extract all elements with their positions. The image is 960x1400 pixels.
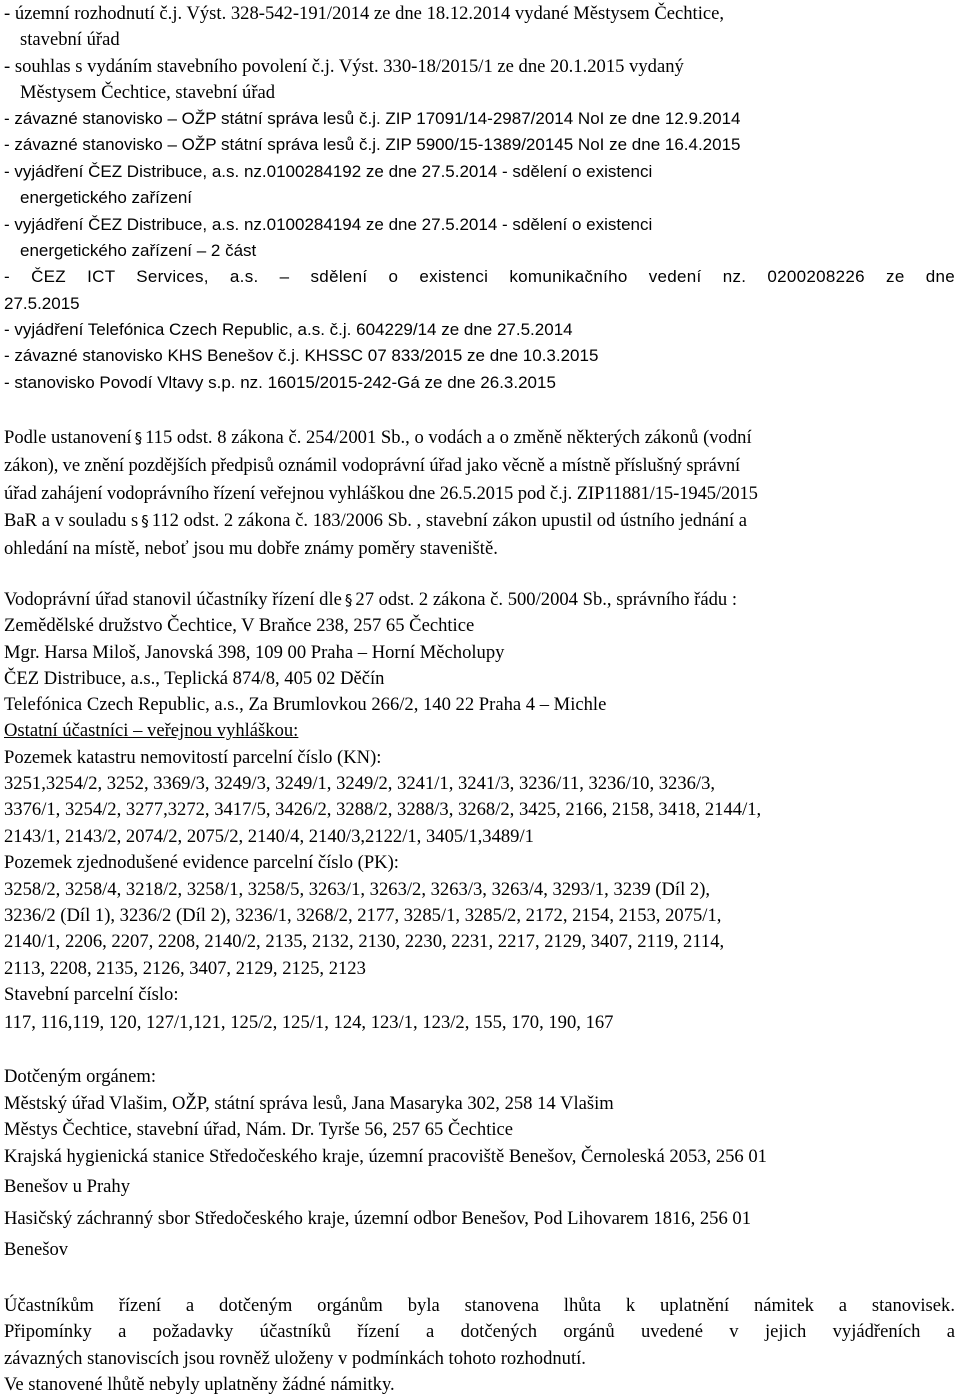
paragraph-line: BaR a v souladu s § 112 odst. 2 zákona č. 183/2006 Sb. , stavební zákon upustil od ústního jednání a bbox=[4, 510, 748, 531]
section-sign: § bbox=[141, 512, 149, 530]
authority: Krajská hygienická stanice Středočeského kraje, územní pracoviště Benešov, Černoleská 2053, 256 01 bbox=[4, 1146, 767, 1167]
authority: Hasičský záchranný sbor Středočeského kraje, územní odbor Benešov, Pod Lihovarem 1816, 256 01 bbox=[4, 1208, 752, 1229]
building-parcels-heading: Stavební parcelní číslo: bbox=[4, 984, 179, 1005]
paragraph-line: úřad zahájení vodoprávního řízení veřejnou vyhláškou dne 26.5.2015 pod č.j. ZIP11881/15-1945/2015 bbox=[4, 483, 758, 504]
paragraph-line: ohledání na místě, neboť jsou mu dobře známy poměry staveniště. bbox=[4, 538, 498, 559]
paragraph-line: závazných stanoviscích jsou rovněž uloženy v podmínkách tohoto rozhodnutí. bbox=[4, 1348, 586, 1369]
section-sign: § bbox=[344, 591, 353, 609]
kn-parcels-line: 2143/1, 2143/2, 2074/2, 2075/2, 2140/4, 2140/3,2122/1, 3405/1,3489/1 bbox=[4, 826, 534, 847]
pk-parcels-line: 3258/2, 3258/4, 3218/2, 3258/1, 3258/5, 3263/1, 3263/2, 3263/3, 3263/4, 3293/1, 3239 (Díl 2), bbox=[4, 879, 711, 900]
list-item-continuation: Městysem Čechtice, stavební úřad bbox=[20, 82, 276, 103]
list-item-continuation: 27.5.2015 bbox=[4, 294, 80, 313]
list-item: - vyjádření Telefónica Czech Republic, a.s. č.j. 604229/14 ze dne 27.5.2014 bbox=[4, 320, 573, 339]
paragraph-line: Podle ustanovení § 115 odst. 8 zákona č. 254/2001 Sb., o vodách a o změně některých zákonů (vodní bbox=[4, 427, 752, 448]
list-item: - stanovisko Povodí Vltavy s.p. nz. 16015/2015-242-Gá ze dne 26.3.2015 bbox=[4, 373, 556, 392]
authority-continuation: Benešov u Prahy bbox=[4, 1176, 131, 1197]
list-item: - souhlas s vydáním stavebního povolení č.j. Výst. 330-18/2015/1 ze dne 20.1.2015 vydaný bbox=[4, 56, 684, 77]
kn-parcels-line: 3376/1, 3254/2, 3277,3272, 3417/5, 3426/2, 3288/2, 3288/3, 3268/2, 3425, 2166, 2158, 3418, 2144/1, bbox=[4, 799, 762, 820]
pk-parcels-line: 2140/1, 2206, 2207, 2208, 2140/2, 2135, 2132, 2130, 2230, 2231, 2217, 2129, 3407, 2119, 2114, bbox=[4, 931, 725, 952]
list-item: - závazné stanovisko – OŽP státní správa lesů č.j. ZIP 17091/14-2987/2014 NoI ze dne 12.9.2014 bbox=[4, 109, 741, 128]
list-item: - územní rozhodnutí č.j. Výst. 328-542-191/2014 ze dne 18.12.2014 vydané Městysem Čechtice, bbox=[4, 3, 725, 24]
participant: Zemědělské družstvo Čechtice, V Braňce 238, 257 65 Čechtice bbox=[4, 615, 475, 636]
kn-parcels-line: 3251,3254/2, 3252, 3369/3, 3249/3, 3249/1, 3249/2, 3241/1, 3241/3, 3236/11, 3236/10, 3236/3, bbox=[4, 773, 716, 794]
list-item: - ČEZ ICT Services, a.s. – sdělení o existenci komunikačního vedení nz. 0200208226 ze dne bbox=[4, 267, 955, 286]
pk-parcels-line: 2113, 2208, 2135, 2126, 3407, 2129, 2125, 2123 bbox=[4, 958, 366, 979]
paragraph-line: zákon), ve znění pozdějších předpisů oznámil vodoprávní úřad jako věcně a místně příslušný správní bbox=[4, 455, 741, 476]
authority: Městys Čechtice, stavební úřad, Nám. Dr. Tyrše 56, 257 65 Čechtice bbox=[4, 1119, 514, 1140]
kn-heading: Pozemek katastru nemovitostí parcelní číslo (KN): bbox=[4, 747, 382, 768]
paragraph-line: Připomínky a požadavky účastníků řízení a dotčených orgánů uvedené v jejich vyjádřeních a bbox=[4, 1321, 955, 1342]
list-item-continuation: stavební úřad bbox=[20, 29, 120, 50]
list-item-continuation: energetického zařízení – 2 část bbox=[20, 241, 257, 260]
authority-continuation: Benešov bbox=[4, 1239, 69, 1260]
pk-heading: Pozemek zjednodušené evidence parcelní číslo (PK): bbox=[4, 852, 399, 873]
public-participants-heading: Ostatní účastníci – veřejnou vyhláškou: bbox=[4, 720, 299, 741]
list-item-continuation: energetického zařízení bbox=[20, 188, 192, 207]
participant: Telefónica Czech Republic, a.s., Za Brumlovkou 266/2, 140 22 Praha 4 – Michle bbox=[4, 694, 607, 715]
authorities-heading: Dotčeným orgánem: bbox=[4, 1066, 156, 1087]
participant: ČEZ Distribuce, a.s., Teplická 874/8, 405 02 Děčín bbox=[4, 668, 385, 689]
paragraph-line: Vodoprávní úřad stanovil účastníky řízení dle § 27 odst. 2 zákona č. 500/2004 Sb., správního řádu : bbox=[4, 589, 738, 610]
section-sign: § bbox=[134, 429, 143, 447]
list-item: - vyjádření ČEZ Distribuce, a.s. nz.0100284192 ze dne 27.5.2014 - sdělení o existenci bbox=[4, 162, 653, 181]
list-item: - závazné stanovisko – OŽP státní správa lesů č.j. ZIP 5900/15-1389/20145 NoI ze dne 16.4.2015 bbox=[4, 135, 741, 154]
authority: Městský úřad Vlašim, OŽP, státní správa lesů, Jana Masaryka 302, 258 14 Vlašim bbox=[4, 1093, 614, 1114]
participant: Mgr. Harsa Miloš, Janovská 398, 109 00 Praha – Horní Měcholupy bbox=[4, 642, 505, 663]
paragraph-line: Účastníkům řízení a dotčeným orgánům byla stanovena lhůta k uplatnění námitek a stanovisek. bbox=[4, 1295, 955, 1316]
building-parcels-line: 117, 116,119, 120, 127/1,121, 125/2, 125/1, 124, 123/1, 123/2, 155, 170, 190, 167 bbox=[4, 1012, 614, 1033]
list-item: - vyjádření ČEZ Distribuce, a.s. nz.0100284194 ze dne 27.5.2014 - sdělení o existenci bbox=[4, 215, 653, 234]
pk-parcels-line: 3236/2 (Díl 1), 3236/2 (Díl 2), 3236/1, 3268/2, 2177, 3285/1, 3285/2, 2172, 2154, 2153, 2075/1, bbox=[4, 905, 722, 926]
paragraph-line: Ve stanovené lhůtě nebyly uplatněny žádné námitky. bbox=[4, 1374, 395, 1395]
list-item: - závazné stanovisko KHS Benešov č.j. KHSSC 07 833/2015 ze dne 10.3.2015 bbox=[4, 346, 599, 365]
